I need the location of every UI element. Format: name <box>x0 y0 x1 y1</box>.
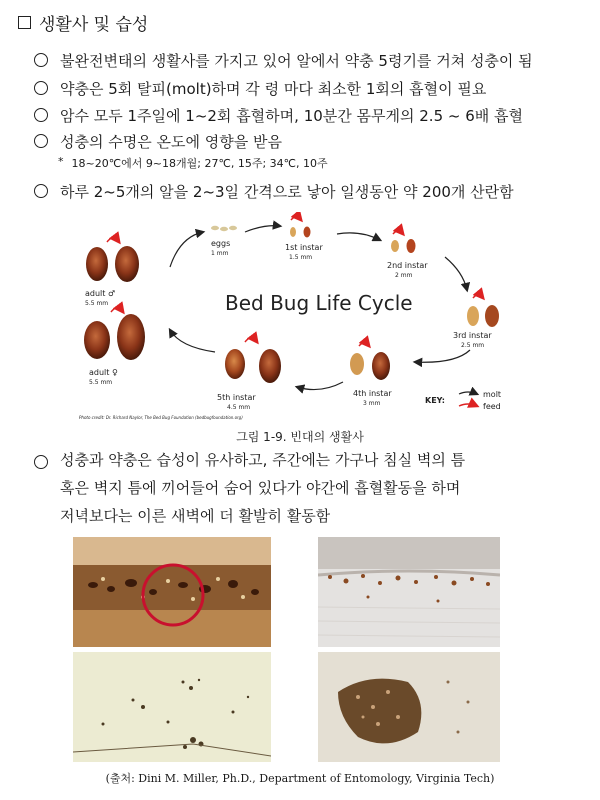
checkbox-square-icon <box>18 16 31 29</box>
bullet-text: 암수 모두 1주일에 1~2회 흡혈하며, 10분간 몸무게의 2.5 ~ 6배 흡혈 <box>60 107 523 125</box>
adult-female-label: adult ♀ <box>89 368 118 377</box>
bullet-text-line: 성충과 약충은 습성이 유사하고, 주간에는 가구나 침실 벽의 틈 <box>60 451 466 469</box>
circle-bullet-icon <box>34 455 48 469</box>
bedbug-icon <box>259 349 281 383</box>
instar3-label: 3rd instar <box>453 331 492 340</box>
figure-key <box>425 390 501 411</box>
lifespan-note <box>58 155 328 171</box>
bedbug-icon <box>115 246 139 282</box>
circle-bullet-icon <box>34 134 48 148</box>
egg-icon <box>211 226 219 230</box>
key-molt: molt <box>483 390 502 399</box>
bedbug-icon <box>304 227 311 238</box>
adult-male-size: 5.5 mm <box>85 300 109 307</box>
bedbug-icon <box>391 240 399 252</box>
adult-female-stage <box>84 308 145 386</box>
bullet-text-line: 저녁보다는 이른 새벽에 더 활발히 활동함 <box>60 507 331 525</box>
eggs-stage <box>211 226 237 257</box>
adult-female-size: 5.5 mm <box>89 379 113 386</box>
circle-bullet-icon <box>34 108 48 122</box>
adult-male-label: adult ♂ <box>85 289 116 298</box>
eggs-label: eggs <box>211 239 231 248</box>
adult-male-stage <box>85 238 139 307</box>
bullet-text: 성충의 수명은 온도에 영향을 받음 <box>60 133 282 151</box>
instar5-size: 4.5 mm <box>227 404 251 411</box>
instar5-label: 5th instar <box>217 393 256 402</box>
bullet-item <box>34 78 574 99</box>
egg-icon <box>229 226 237 230</box>
photo-wallpaper-infestation <box>318 652 500 762</box>
instar2-stage <box>387 231 428 279</box>
bullet-item <box>34 452 574 530</box>
life-cycle-title: Bed Bug Life Cycle <box>225 291 413 315</box>
note-text: 18~20℃에서 9~18개월; 27℃, 15주; 34℃, 10주 <box>71 157 328 170</box>
instar1-size: 1.5 mm <box>289 254 313 261</box>
circle-bullet-icon <box>34 53 48 67</box>
circle-bullet-icon <box>34 81 48 95</box>
instar4-size: 3 mm <box>363 400 381 407</box>
instar1-label: 1st instar <box>285 243 323 252</box>
bullet-item <box>34 50 574 71</box>
instar4-stage <box>350 343 392 407</box>
section-heading <box>18 10 148 35</box>
bullet-text: 약충은 5회 탈피(molt)하며 각 령 마다 최소한 1회의 흡혈이 필요 <box>60 80 487 98</box>
instar1-stage <box>285 217 323 261</box>
instar3-size: 2.5 mm <box>461 342 485 349</box>
bullet-text-line: 혹은 벽지 틈에 끼어들어 숨어 있다가 야간에 흡혈활동을 하며 <box>60 479 461 497</box>
instar3-stage <box>453 295 499 349</box>
eggs-size: 1 mm <box>211 250 229 257</box>
bullet-item <box>34 181 574 202</box>
bedbug-icon <box>290 227 296 237</box>
bedbug-icon <box>350 353 364 375</box>
bullet-item <box>34 131 574 152</box>
key-title: KEY: <box>425 396 445 405</box>
bedbug-icon <box>225 349 245 379</box>
circle-bullet-icon <box>34 184 48 198</box>
instar4-label: 4th instar <box>353 389 392 398</box>
bedbug-icon <box>117 314 145 360</box>
instar2-label: 2nd instar <box>387 261 428 270</box>
photo-credit: Photo credit: Dr. Richard Naylor, The Bed Bug Foundation (bedbugfoundation.org) <box>79 415 243 420</box>
figure-caption: 그림 1-9. 빈대의 생활사 <box>236 430 364 444</box>
instar5-stage <box>217 338 281 411</box>
bedbug-icon <box>84 321 110 359</box>
bullet-text: 하루 2~5개의 알을 2~3일 간격으로 낳아 일생동안 약 200개 산란함 <box>60 183 514 201</box>
note-mark: * <box>58 155 64 168</box>
bedbug-icon <box>372 352 390 380</box>
bullet-item <box>34 105 574 126</box>
bullet-text: 불완전변태의 생활사를 가지고 있어 알에서 약충 5령기를 거쳐 성충이 됨 <box>60 52 533 70</box>
egg-icon <box>220 227 228 231</box>
bedbug-icon <box>86 247 108 281</box>
key-feed: feed <box>483 402 501 411</box>
section-heading-text: 생활사 및 습성 <box>39 15 149 35</box>
life-cycle-figure <box>75 212 535 422</box>
bedbug-icon <box>485 305 499 327</box>
source-citation: (출처: Dini M. Miller, Ph.D., Department of Entomology, Virginia Tech) <box>105 772 495 785</box>
instar2-size: 2 mm <box>395 272 413 279</box>
bedbug-icon <box>467 306 479 326</box>
bedbug-icon <box>407 239 416 253</box>
photo-wall-stains <box>73 652 271 762</box>
photo-bedbugs-seam <box>73 537 271 647</box>
photo-mattress-edge <box>318 537 500 647</box>
